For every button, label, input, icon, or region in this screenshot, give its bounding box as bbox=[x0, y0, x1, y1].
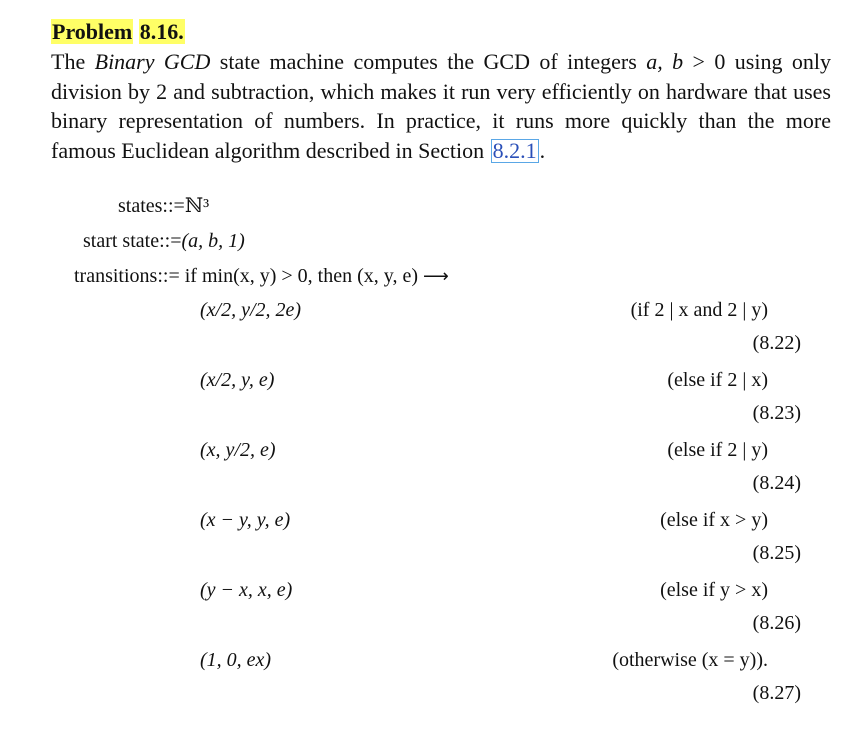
equation-condition: (else if x > y) bbox=[660, 509, 768, 531]
equation-number: (8.25) bbox=[752, 542, 801, 564]
equation-expression: (1, 0, ex) bbox=[200, 649, 272, 671]
states-label: states::= bbox=[118, 195, 185, 217]
equation-number: (8.23) bbox=[752, 402, 801, 424]
transitions-definition bbox=[74, 263, 449, 290]
equation-expression: (x − y, y, e) bbox=[200, 509, 291, 531]
problem-statement bbox=[51, 47, 831, 165]
equation-condition: (if 2 | x and 2 | y) bbox=[630, 299, 768, 321]
problem-number: 8.16. bbox=[139, 19, 184, 44]
transitions-label: transitions::= bbox=[74, 265, 180, 287]
math-ab: a, b bbox=[646, 49, 684, 74]
section-link[interactable]: 8.2.1 bbox=[492, 137, 537, 163]
equation-expression: (x/2, y, e) bbox=[200, 369, 275, 391]
equation-expression: (y − x, x, e) bbox=[200, 579, 293, 601]
intro-part1: The bbox=[51, 49, 95, 74]
intro-part3: > 0 using only division by 2 and subtraction, which makes it run very efficiently on hardware that uses binary representation of numbers. In practice, it runs more quickly than the more famous Euclidean algorithm described in Section bbox=[51, 49, 831, 163]
problem-heading bbox=[51, 18, 185, 46]
problem-label: Problem bbox=[52, 19, 133, 44]
equation-number: (8.27) bbox=[752, 682, 801, 704]
equation-condition: (else if 2 | y) bbox=[667, 439, 768, 461]
intro-part2: state machine computes the GCD of integers bbox=[210, 49, 647, 74]
equation-number: (8.22) bbox=[752, 332, 801, 354]
intro-part4: . bbox=[539, 137, 546, 163]
equation-condition: (else if 2 | x) bbox=[667, 369, 768, 391]
binary-gcd-term: Binary GCD bbox=[94, 49, 211, 74]
equation-condition: (otherwise (x = y)). bbox=[612, 649, 768, 671]
start-value: (a, b, 1) bbox=[181, 230, 245, 252]
equation-number: (8.24) bbox=[752, 472, 801, 494]
equation-number: (8.26) bbox=[752, 612, 801, 634]
equation-expression: (x, y/2, e) bbox=[200, 439, 276, 461]
start-state-definition bbox=[83, 228, 245, 254]
states-value: ℕ³ bbox=[184, 195, 210, 217]
long-right-arrow-icon: ⟶ bbox=[423, 266, 449, 287]
transitions-condition: if min(x, y) > 0, then (x, y, e) bbox=[184, 265, 418, 287]
equation-expression: (x/2, y/2, 2e) bbox=[200, 299, 302, 321]
equation-condition: (else if y > x) bbox=[660, 579, 768, 601]
start-label: start state::= bbox=[83, 230, 182, 252]
states-definition bbox=[118, 193, 209, 219]
